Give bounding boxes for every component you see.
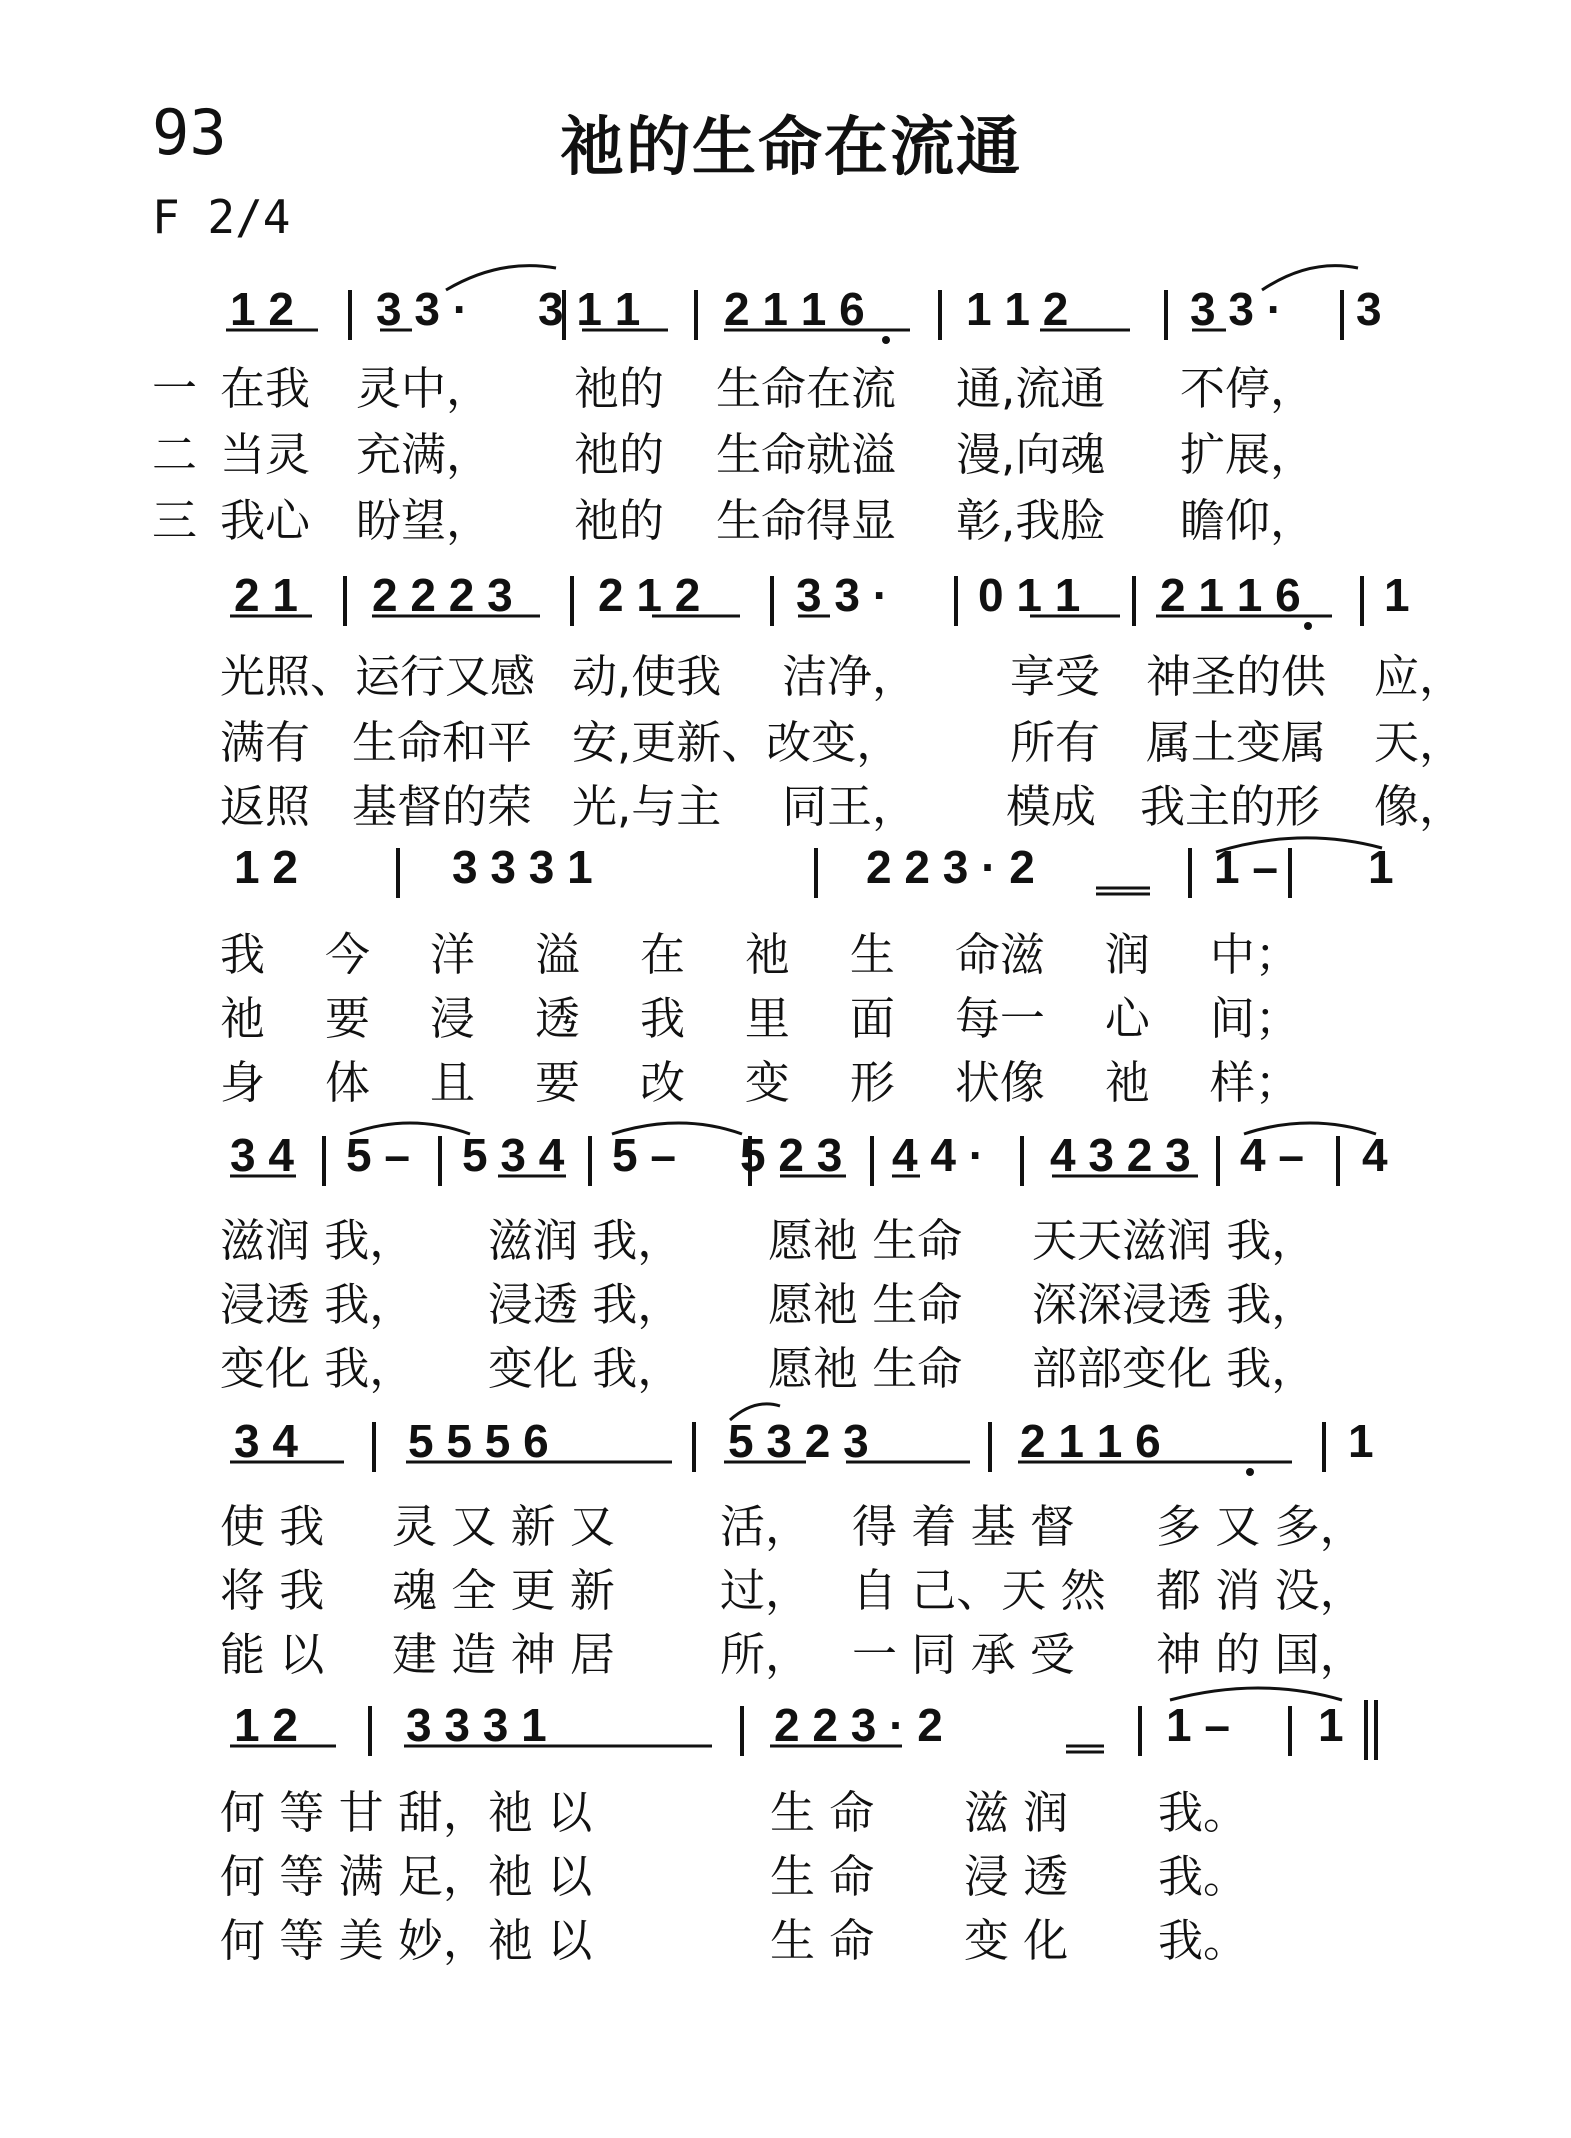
s5-v1-lyric: 得 着 基 督 xyxy=(852,1500,1075,1553)
s2-notes-m2: 2 2 2 3 xyxy=(372,569,513,621)
verse-label-2: 二 xyxy=(152,428,198,481)
s6-v3-lyric: 变 化 xyxy=(964,1914,1069,1967)
s5-v1-lyric: 多 又 多， xyxy=(1156,1500,1365,1553)
s4-v3-lyric: 变化 我， xyxy=(220,1342,415,1395)
s1-v2-lyric: 祂的 xyxy=(574,428,665,481)
s4-v2-lyric: 浸透 我， xyxy=(488,1278,683,1331)
s6-notes-m1: 1 2 xyxy=(234,1699,298,1751)
s6-v1-lyric: 滋 润 xyxy=(964,1786,1069,1839)
s6-v3-lyric: 何 等 美 妙，祂 以 xyxy=(220,1914,593,1967)
lyric-syllable: 身 xyxy=(220,1056,266,1109)
s2-v1-lyric: 应， xyxy=(1374,650,1465,703)
lyric-syllable: 我 xyxy=(220,928,266,981)
s2-v3-lyric: 模成 xyxy=(1006,780,1097,833)
lyric-syllable: 中； xyxy=(1209,928,1300,981)
lyric-syllable: 命滋 xyxy=(954,928,1045,981)
s6-notes-m2: 3 3 3 1 xyxy=(406,1699,547,1751)
s4-v2-lyric: 浸透 我， xyxy=(220,1278,415,1331)
s1-notes-m6: 3 3 · xyxy=(1190,283,1283,335)
s3-v2-lyrics xyxy=(220,982,1300,1047)
s1-v3-lyric: 彰,我脸 xyxy=(956,494,1106,547)
s6-v2-lyric: 浸 透 xyxy=(964,1850,1069,1903)
s2-v3-lyric: 我主的形 xyxy=(1140,780,1321,833)
s1-notes-m1: 1 2 xyxy=(230,283,294,335)
lyric-syllable: 我 xyxy=(639,992,685,1045)
lyric-syllable: 要 xyxy=(324,992,370,1045)
s1-notes-m3: 3 1 1 xyxy=(538,283,641,335)
s2-v1-lyric: 光照、运行又感 xyxy=(220,650,536,703)
s5-v3-lyric: 能 以 xyxy=(220,1628,325,1681)
s2-v1-lyric: 洁净， xyxy=(782,650,918,703)
s1-v2-lyric: 生命就溢 xyxy=(716,428,897,481)
lyric-syllable: 变 xyxy=(744,1056,790,1109)
s4-v1-lyric: 滋润 我， xyxy=(220,1214,415,1267)
s4-notes-m7: 4 3 2 3 xyxy=(1050,1129,1191,1181)
s1-v2-lyric: 漫,向魂 xyxy=(956,428,1106,481)
s6-v2-lyric: 我。 xyxy=(1158,1850,1249,1903)
s5-v2-lyric: 都 消 没， xyxy=(1156,1564,1365,1617)
s5-v3-lyric: 建 造 神 居 xyxy=(392,1628,615,1681)
s4-notes-m1: 3 4 xyxy=(230,1129,294,1181)
s2-notes-m6: 2 1 1 6 xyxy=(1160,569,1301,621)
lyric-syllable: 且 xyxy=(429,1056,475,1109)
s5-notes-m3: 5 3 2 3 xyxy=(728,1415,869,1467)
s5-v2-lyric: 将 我 xyxy=(220,1564,325,1617)
s2-v1-lyric: 动,使我 xyxy=(572,650,722,703)
lyric-syllable: 透 xyxy=(534,992,580,1045)
lyric-syllable: 生 xyxy=(849,928,895,981)
lyric-syllable: 祂 xyxy=(220,992,266,1045)
lyric-syllable: 每一 xyxy=(954,992,1045,1045)
s2-v1-lyric: 神圣的供 xyxy=(1146,650,1327,703)
lyric-syllable: 状像 xyxy=(954,1056,1045,1109)
s1-v1-lyric: 通,流通 xyxy=(956,362,1106,415)
s4-notes-m4: 5 – xyxy=(612,1129,676,1181)
lyric-syllable: 溢 xyxy=(534,928,580,981)
s4-notes-m3: 5 3 4 xyxy=(462,1129,565,1181)
system-6-underlines xyxy=(230,1746,1104,1752)
s2-v2-lyric: 天， xyxy=(1374,716,1465,769)
lyric-syllable: 体 xyxy=(324,1056,370,1109)
s1-v2-lyric: 充满， xyxy=(356,428,492,481)
s3-v1-lyrics xyxy=(220,918,1300,983)
s6-v1-lyric: 生 命 xyxy=(770,1786,875,1839)
s1-notes-m5: 1 1 2 xyxy=(966,283,1069,335)
hymn-title: 祂的生命在流通 xyxy=(560,111,1022,185)
lyric-syllable: 今 xyxy=(324,928,370,981)
s1-v1-lyric: 不停， xyxy=(1180,362,1316,415)
s5-notes-m2: 5 5 5 6 xyxy=(408,1415,549,1467)
s2-v3-lyric: 像， xyxy=(1374,780,1465,833)
s2-notes-m1: 2 1 xyxy=(234,569,298,621)
s4-v3-lyric: 愿祂 生命 xyxy=(768,1342,963,1395)
s3-notes-m1: 1 2 xyxy=(234,841,298,893)
s2-v2-lyric: 所有 xyxy=(1010,716,1101,769)
s2-notes-m4: 3 3 · xyxy=(796,569,889,621)
s2-v2-lyric: 满有 xyxy=(220,716,311,769)
s1-notes-m4: 2 1 1 6 xyxy=(724,283,865,335)
s2-notes-m7: 1 xyxy=(1384,569,1410,621)
lyric-syllable: 要 xyxy=(534,1056,580,1109)
s1-v3-lyric: 祂的 xyxy=(574,494,665,547)
s6-v1-lyric: 何 等 甘 甜，祂 以 xyxy=(220,1786,593,1839)
lyric-syllable: 在 xyxy=(639,928,685,981)
s1-v2-lyric: 当灵 xyxy=(220,428,311,481)
s2-v3-lyric: 光,与主 xyxy=(572,780,722,833)
s2-v3-lyric: 同王， xyxy=(782,780,918,833)
system-3-underlines xyxy=(1096,888,1150,894)
s5-notes-m5: 1 xyxy=(1348,1415,1374,1467)
s1-v3-lyric: 瞻仰， xyxy=(1180,494,1316,547)
lyric-syllable: 改 xyxy=(639,1056,685,1109)
lyric-syllable: 心 xyxy=(1104,992,1150,1045)
s6-notes-m3: 2 2 3 · 2 xyxy=(774,1699,943,1751)
s5-v1-lyric: 使 我 xyxy=(220,1500,325,1553)
s5-v3-lyric: 所， xyxy=(720,1628,811,1681)
s4-notes-m5: 5 2 3 xyxy=(740,1129,843,1181)
s2-v2-lyric: 安,更新、改变， xyxy=(572,716,902,769)
s5-v2-lyric: 魂 全 更 新 xyxy=(392,1564,615,1617)
s4-v2-lyric: 愿祂 生命 xyxy=(768,1278,963,1331)
s3-notes-m2: 3 3 3 1 xyxy=(452,841,593,893)
hymn-number: 93 xyxy=(152,96,227,169)
s5-v3-lyric: 神 的 国， xyxy=(1156,1628,1365,1681)
s4-v3-lyric: 变化 我， xyxy=(488,1342,683,1395)
s6-notes-m5: 1 xyxy=(1318,1699,1344,1751)
lyric-syllable: 润 xyxy=(1104,928,1150,981)
s3-notes-m4: 1 – xyxy=(1214,841,1278,893)
s4-notes-m9: 4 xyxy=(1362,1129,1388,1181)
s2-notes-m3: 2 1 2 xyxy=(598,569,701,621)
s6-v2-lyric: 生 命 xyxy=(770,1850,875,1903)
s2-v2-lyric: 属土变属 xyxy=(1146,716,1327,769)
s4-v2-lyric: 深深浸透 我， xyxy=(1032,1278,1317,1331)
verse-label-1: 一 xyxy=(152,362,198,415)
s4-notes-m8: 4 – xyxy=(1240,1129,1304,1181)
s3-notes-m5: 1 xyxy=(1368,841,1394,893)
s5-notes-m1: 3 4 xyxy=(234,1415,298,1467)
s2-v2-lyric: 生命和平 xyxy=(352,716,533,769)
s4-v1-lyric: 天天滋润 我， xyxy=(1032,1214,1317,1267)
s6-v1-lyric: 我。 xyxy=(1158,1786,1249,1839)
s6-notes-m4: 1 – xyxy=(1166,1699,1230,1751)
verse-label-3: 三 xyxy=(152,494,198,547)
s1-v3-lyric: 生命得显 xyxy=(716,494,897,547)
s5-v2-lyric: 自 己、天 然 xyxy=(852,1564,1106,1617)
s2-v3-lyric: 返照 xyxy=(220,780,311,833)
s6-v3-lyric: 我。 xyxy=(1158,1914,1249,1967)
s5-notes-m4: 2 1 1 6 xyxy=(1020,1415,1161,1467)
s5-v3-lyric: 一 同 承 受 xyxy=(852,1628,1075,1681)
s3-v3-lyrics xyxy=(220,1046,1300,1111)
lyric-syllable: 祂 xyxy=(1104,1056,1150,1109)
s2-notes-m5: 0 1 1 xyxy=(978,569,1081,621)
s2-v1-lyric: 享受 xyxy=(1010,650,1101,703)
s4-v1-lyric: 滋润 我， xyxy=(488,1214,683,1267)
s1-v1-lyric: 灵中， xyxy=(356,362,492,415)
lyric-syllable: 浸 xyxy=(429,992,475,1045)
s5-v1-lyric: 灵 又 新 又 xyxy=(392,1500,615,1553)
s4-v1-lyric: 愿祂 生命 xyxy=(768,1214,963,1267)
s3-notes-m3: 2 2 3 · 2 xyxy=(866,841,1035,893)
lyric-syllable: 间； xyxy=(1209,992,1300,1045)
s1-v2-lyric: 扩展， xyxy=(1180,428,1316,481)
s1-notes-m7: 3 xyxy=(1356,283,1382,335)
s1-v1-lyric: 生命在流 xyxy=(716,362,897,415)
s1-notes-m2: 3 3 · xyxy=(376,283,469,335)
lyric-syllable: 形 xyxy=(849,1056,895,1109)
lyric-syllable: 祂 xyxy=(744,928,790,981)
s1-v3-lyric: 盼望， xyxy=(356,494,492,547)
s4-notes-m6: 4 4 · xyxy=(892,1129,985,1181)
s5-v2-lyric: 过， xyxy=(720,1564,811,1617)
lyric-syllable: 里 xyxy=(744,992,790,1045)
s4-notes-m2: 5 – xyxy=(346,1129,410,1181)
s6-v3-lyric: 生 命 xyxy=(770,1914,875,1967)
s1-v3-lyric: 我心 xyxy=(220,494,311,547)
s5-v1-lyric: 活， xyxy=(720,1500,811,1553)
lyric-syllable: 面 xyxy=(849,992,895,1045)
key-and-time-signature: F 2/4 xyxy=(152,190,291,244)
s1-v1-lyric: 祂的 xyxy=(574,362,665,415)
s2-v3-lyric: 基督的荣 xyxy=(352,780,533,833)
s4-v3-lyric: 部部变化 我， xyxy=(1032,1342,1317,1395)
lyric-syllable: 洋 xyxy=(429,928,475,981)
s1-v1-lyric: 在我 xyxy=(220,362,311,415)
lyric-syllable: 样； xyxy=(1209,1056,1300,1109)
s6-v2-lyric: 何 等 满 足，祂 以 xyxy=(220,1850,593,1903)
